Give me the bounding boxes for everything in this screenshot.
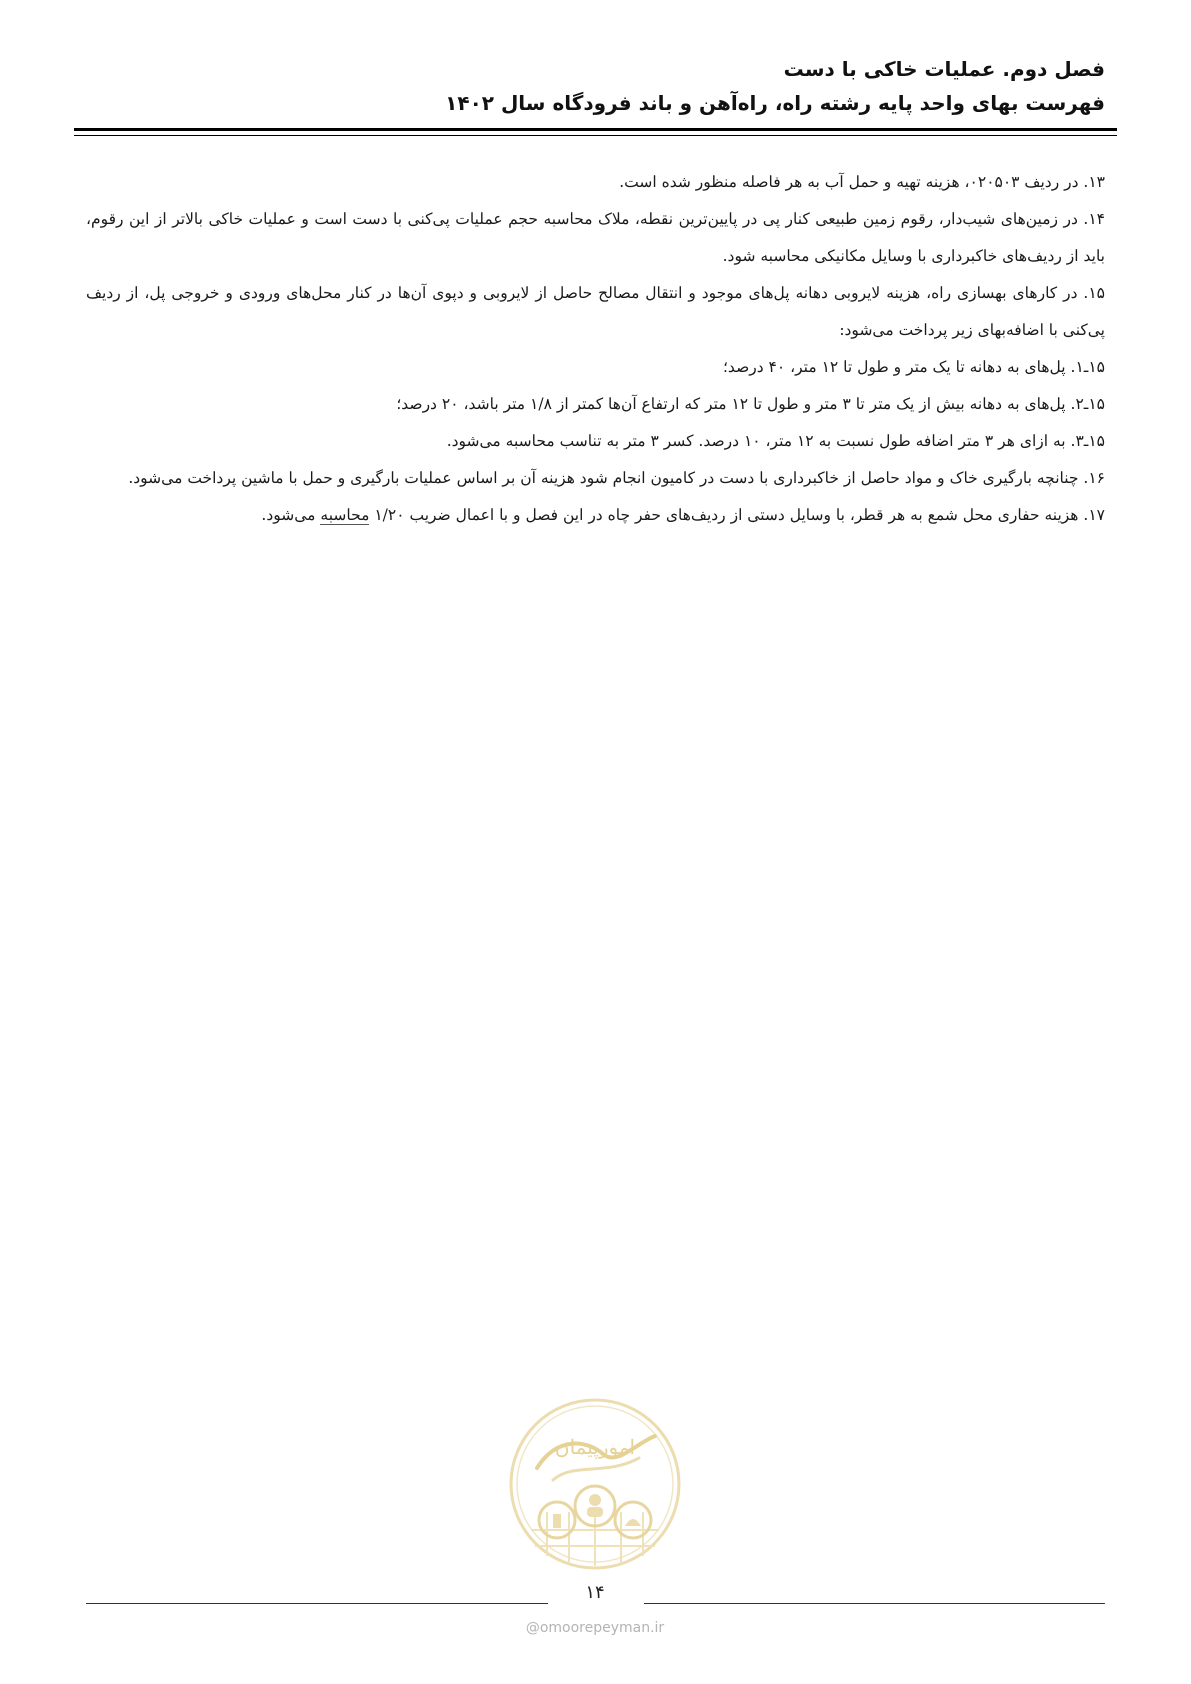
- watermark-logo-text: امورپیمان: [554, 1435, 636, 1459]
- page-header: [86, 52, 1105, 120]
- note-15: ۱۵. در کارهای بهسازی راه، هزینه لایروبی دهانه پل‌های موجود و انتقال مصالح حاصل از لایروبی و دپوی آن‌ها در کنار محل‌های ورودی و خروجی پل، از ردیف پی‌کنی با اضافه‌بهای زیر پرداخت می‌شود:: [86, 284, 1105, 339]
- header-rule-thin: [74, 135, 1117, 136]
- footer-rule-left: [86, 1603, 548, 1604]
- note-17-text: ۱۷. هزینه حفاری محل شمع به هر قطر، با وسایل دستی از ردیف‌های حفر چاه در این فصل و با اعمال ضریب ۱/۲۰: [369, 506, 1105, 524]
- note-15-1: ۱۵ـ۱. پل‌های به دهانه تا یک متر و طول تا ۱۲ متر، ۴۰ درصد؛: [723, 358, 1105, 376]
- note-15-2: ۱۵ـ۲. پل‌های به دهانه بیش از یک متر تا ۳ متر و طول تا ۱۲ متر که ارتفاع آن‌ها کمتر از ۱/۸ متر باشد، ۲۰ درصد؛: [396, 395, 1105, 413]
- note-13: ۱۳. در ردیف ۰۲۰۵۰۳، هزینه تهیه و حمل آب به هر فاصله منظور شده است.: [619, 173, 1105, 191]
- note-17-underlined-word: محاسبه: [320, 506, 370, 524]
- watermark-logo: [507, 1396, 683, 1572]
- note-17: [86, 497, 1105, 534]
- note-17-end: می‌شود.: [261, 506, 321, 524]
- page-number: ۱۴: [585, 1582, 605, 1603]
- note-14: ۱۴. در زمین‌های شیب‌دار، رقوم زمین طبیعی کنار پی در پایین‌ترین نقطه، ملاک محاسبه حجم عملیات پی‌کنی با دست است و عملیات خاکی بالاتر از این رقوم، باید از ردیف‌های خاکبرداری با وسایل مکانیکی محاسبه شود.: [86, 210, 1105, 265]
- website-watermark: @omoorepeyman.ir: [525, 1620, 665, 1636]
- chapter-title: فصل دوم. عملیات خاکی با دست: [783, 57, 1105, 81]
- book-title: فهرست بهای واحد پایه رشته راه، راه‌آهن و باند فرودگاه سال ۱۴۰۲: [445, 91, 1105, 115]
- header-rule-thick: [74, 128, 1117, 131]
- note-16: ۱۶. چنانچه بارگیری خاک و مواد حاصل از خاکبرداری با دست در کامیون انجام شود هزینه آن بر اساس عملیات بارگیری و حمل با ماشین پرداخت می‌شود.: [128, 469, 1105, 487]
- footer-rule-right: [644, 1603, 1105, 1604]
- notes-body: [86, 164, 1105, 534]
- note-15-3: ۱۵ـ۳. به ازای هر ۳ متر اضافه طول نسبت به ۱۲ متر، ۱۰ درصد. کسر ۳ متر به تناسب محاسبه می‌شود.: [446, 432, 1105, 450]
